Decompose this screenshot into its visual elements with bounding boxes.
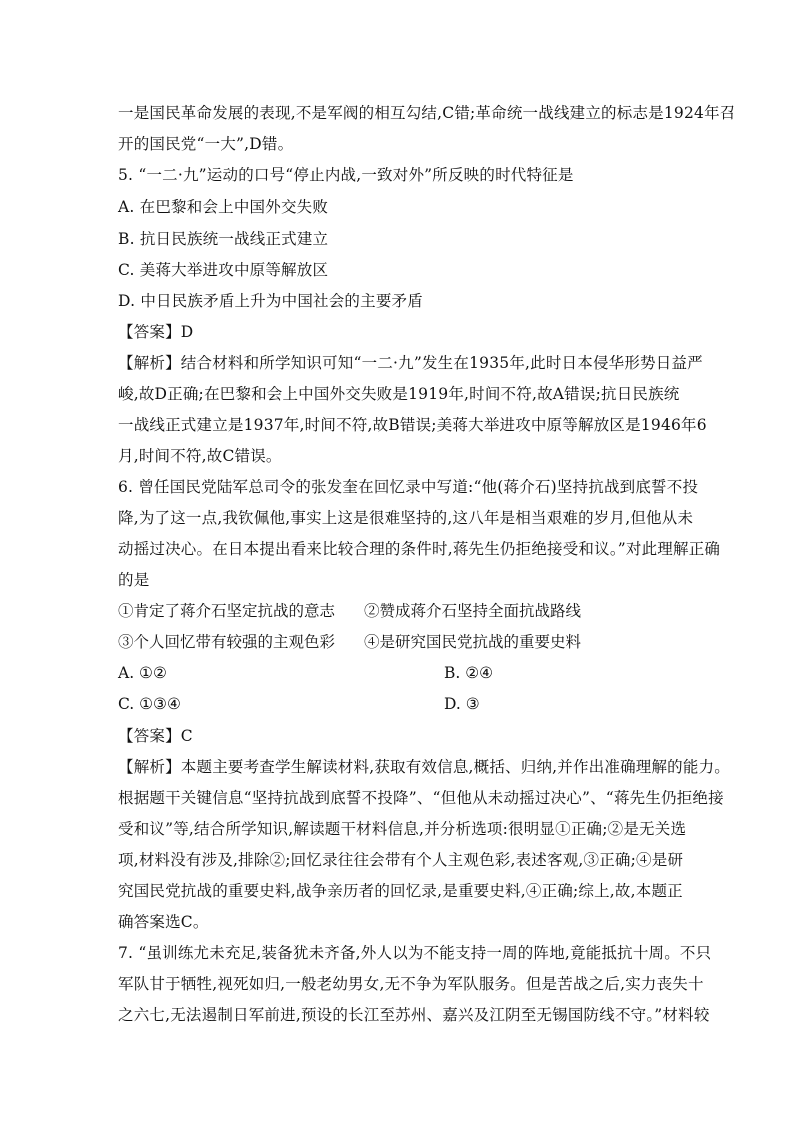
question-7-stem: 之六七,无法遏制日军前进,预设的长江至苏州、嘉兴及江阴至无锡国防线不守。”材料较 xyxy=(118,1006,710,1024)
analysis-line: 【解析】结合材料和所学知识可知“一二·九”发生在1935年,此时日本侵华形势日益严 xyxy=(118,354,703,372)
question-6-stem: 的是 xyxy=(118,571,150,589)
analysis-line: 一战线正式建立是1937年,时间不符,故B错误;美蒋大举进攻中原等解放区是1946年6 xyxy=(118,416,707,434)
analysis-line: 受和议”等,结合所学知识,解读题干材料信息,并分析选项:很明显①正确;②是无关选 xyxy=(118,820,687,838)
option-d: D. ③ xyxy=(444,695,480,713)
analysis-line: 根据题干关键信息“坚持抗战到底誓不投降”、“但他从未动摇过决心”、“蒋先生仍拒绝接 xyxy=(118,789,724,807)
statement-2: ②赞成蒋介石坚持全面抗战路线 xyxy=(364,602,582,620)
question-6-stem: 动摇过决心。在日本提出看来比较合理的条件时,蒋先生仍拒绝接受和议。”对此理解正确 xyxy=(118,540,721,558)
option-a: A. 在巴黎和会上中国外交失败 xyxy=(118,198,329,216)
option-b: B. 抗日民族统一战线正式建立 xyxy=(118,230,329,248)
option-b: B. ②④ xyxy=(444,664,494,682)
analysis-line: 确答案选C。 xyxy=(118,913,209,931)
statement-3: ③个人回忆带有较强的主观色彩 xyxy=(118,633,336,651)
analysis-line: 项,材料没有涉及,排除②;回忆录往往会带有个人主观色彩,表述客观,③正确;④是研 xyxy=(118,851,684,869)
question-6-stem: 6. 曾任国民党陆军总司令的张发奎在回忆录中写道:“他(蒋介石)坚持抗战到底誓不投 xyxy=(118,478,699,496)
analysis-line: 月,时间不符,故C错误。 xyxy=(118,447,282,465)
statement-1: ①肯定了蒋介石坚定抗战的意志 xyxy=(118,602,336,620)
analysis-line: 峻,故D正确;在巴黎和会上中国外交失败是1919年,时间不符,故A错误;抗日民族统 xyxy=(118,385,680,403)
option-c: C. ①③④ xyxy=(118,695,181,713)
text-line: 开的国民党“一大”,D错。 xyxy=(118,135,294,153)
option-a: A. ①② xyxy=(118,664,167,682)
analysis-line: 【解析】本题主要考查学生解读材料,获取有效信息,概括、归纳,并作出准确理解的能力。 xyxy=(118,758,730,776)
question-5-stem: 5. “一二·九”运动的口号“停止内战,一致对外”所反映的时代特征是 xyxy=(118,166,574,184)
option-d: D. 中日民族矛盾上升为中国社会的主要矛盾 xyxy=(118,292,423,310)
text-line: 一是国民革命发展的表现,不是军阀的相互勾结,C错;革命统一战线建立的标志是1924年召 xyxy=(118,104,736,122)
question-7-stem: 7. “虽训练尤未充足,装备犹未齐备,外人以为不能支持一周的阵地,竟能抵抗十周。不只 xyxy=(118,944,712,962)
question-6-stem: 降,为了这一点,我钦佩他,事实上这是很难坚持的,这八年是相当艰难的岁月,但他从未 xyxy=(118,509,694,527)
statement-4: ④是研究国民党抗战的重要史料 xyxy=(364,633,582,651)
answer: 【答案】D xyxy=(118,323,194,341)
question-7-stem: 军队甘于牺牲,视死如归,一般老幼男女,无不争为军队服务。但是苦战之后,实力丧失十 xyxy=(118,975,704,993)
analysis-line: 究国民党抗战的重要史料,战争亲历者的回忆录,是重要史料,④正确;综上,故,本题正 xyxy=(118,882,683,900)
option-c: C. 美蒋大举进攻中原等解放区 xyxy=(118,261,329,279)
answer: 【答案】C xyxy=(118,727,193,745)
